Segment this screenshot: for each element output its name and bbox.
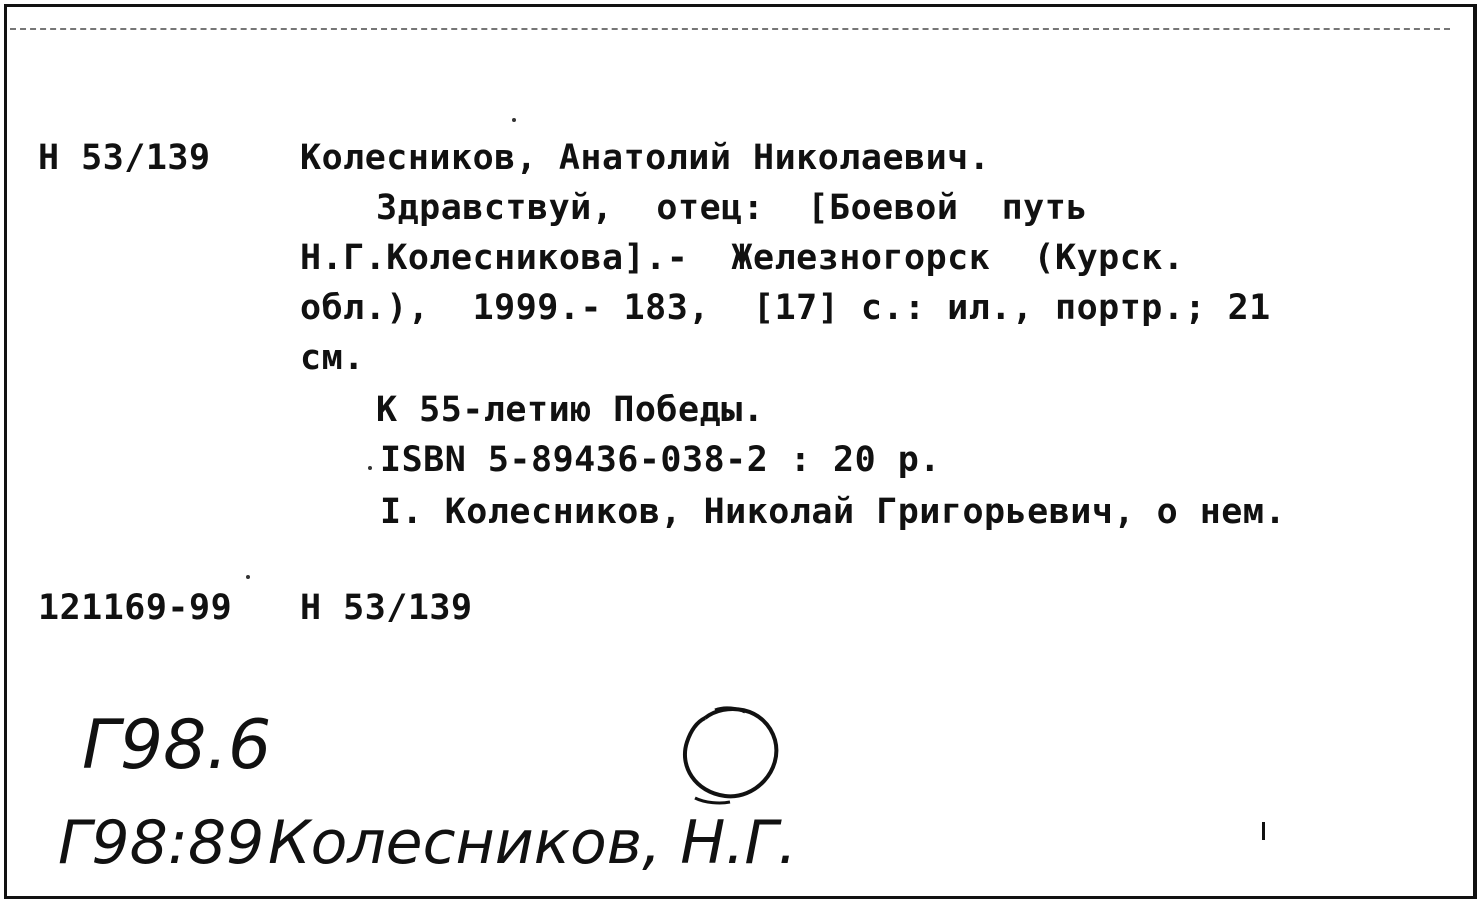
title-line-3: обл.), 1999.- 183, [17] с.: ил., портр.; 21 (300, 288, 1271, 328)
handwritten-classification: Г98.6 (82, 706, 272, 785)
shelfmark-bottom: Н 53/139 (300, 588, 473, 628)
circle-stamp (675, 700, 785, 805)
accession-number: 121169-99 (38, 588, 233, 628)
card-top-rule (10, 28, 1450, 30)
speck (368, 466, 372, 470)
shelfmark: Н 53/139 (38, 138, 211, 178)
isbn-line: ISBN 5-89436-038-2 : 20 р. (380, 440, 941, 480)
pencil-mark (1262, 822, 1265, 840)
title-line-2: Н.Г.Колесникова].- Железногорск (Курск. (300, 238, 1185, 278)
handwritten-entry-name: Колесников, Н.Г. (268, 808, 797, 878)
note-line: К 55-летию Победы. (376, 390, 765, 430)
handwritten-entry-code: Г98:89 (58, 808, 265, 878)
speck (512, 118, 516, 122)
subject-heading: I. Колесников, Николай Григорьевич, о нем. (380, 492, 1287, 532)
author-heading: Колесников, Анатолий Николаевич. (300, 138, 991, 178)
title-line-4: см. (300, 338, 365, 378)
speck (246, 575, 250, 579)
title-line-1: Здравствуй, отец: [Боевой путь (376, 188, 1088, 228)
